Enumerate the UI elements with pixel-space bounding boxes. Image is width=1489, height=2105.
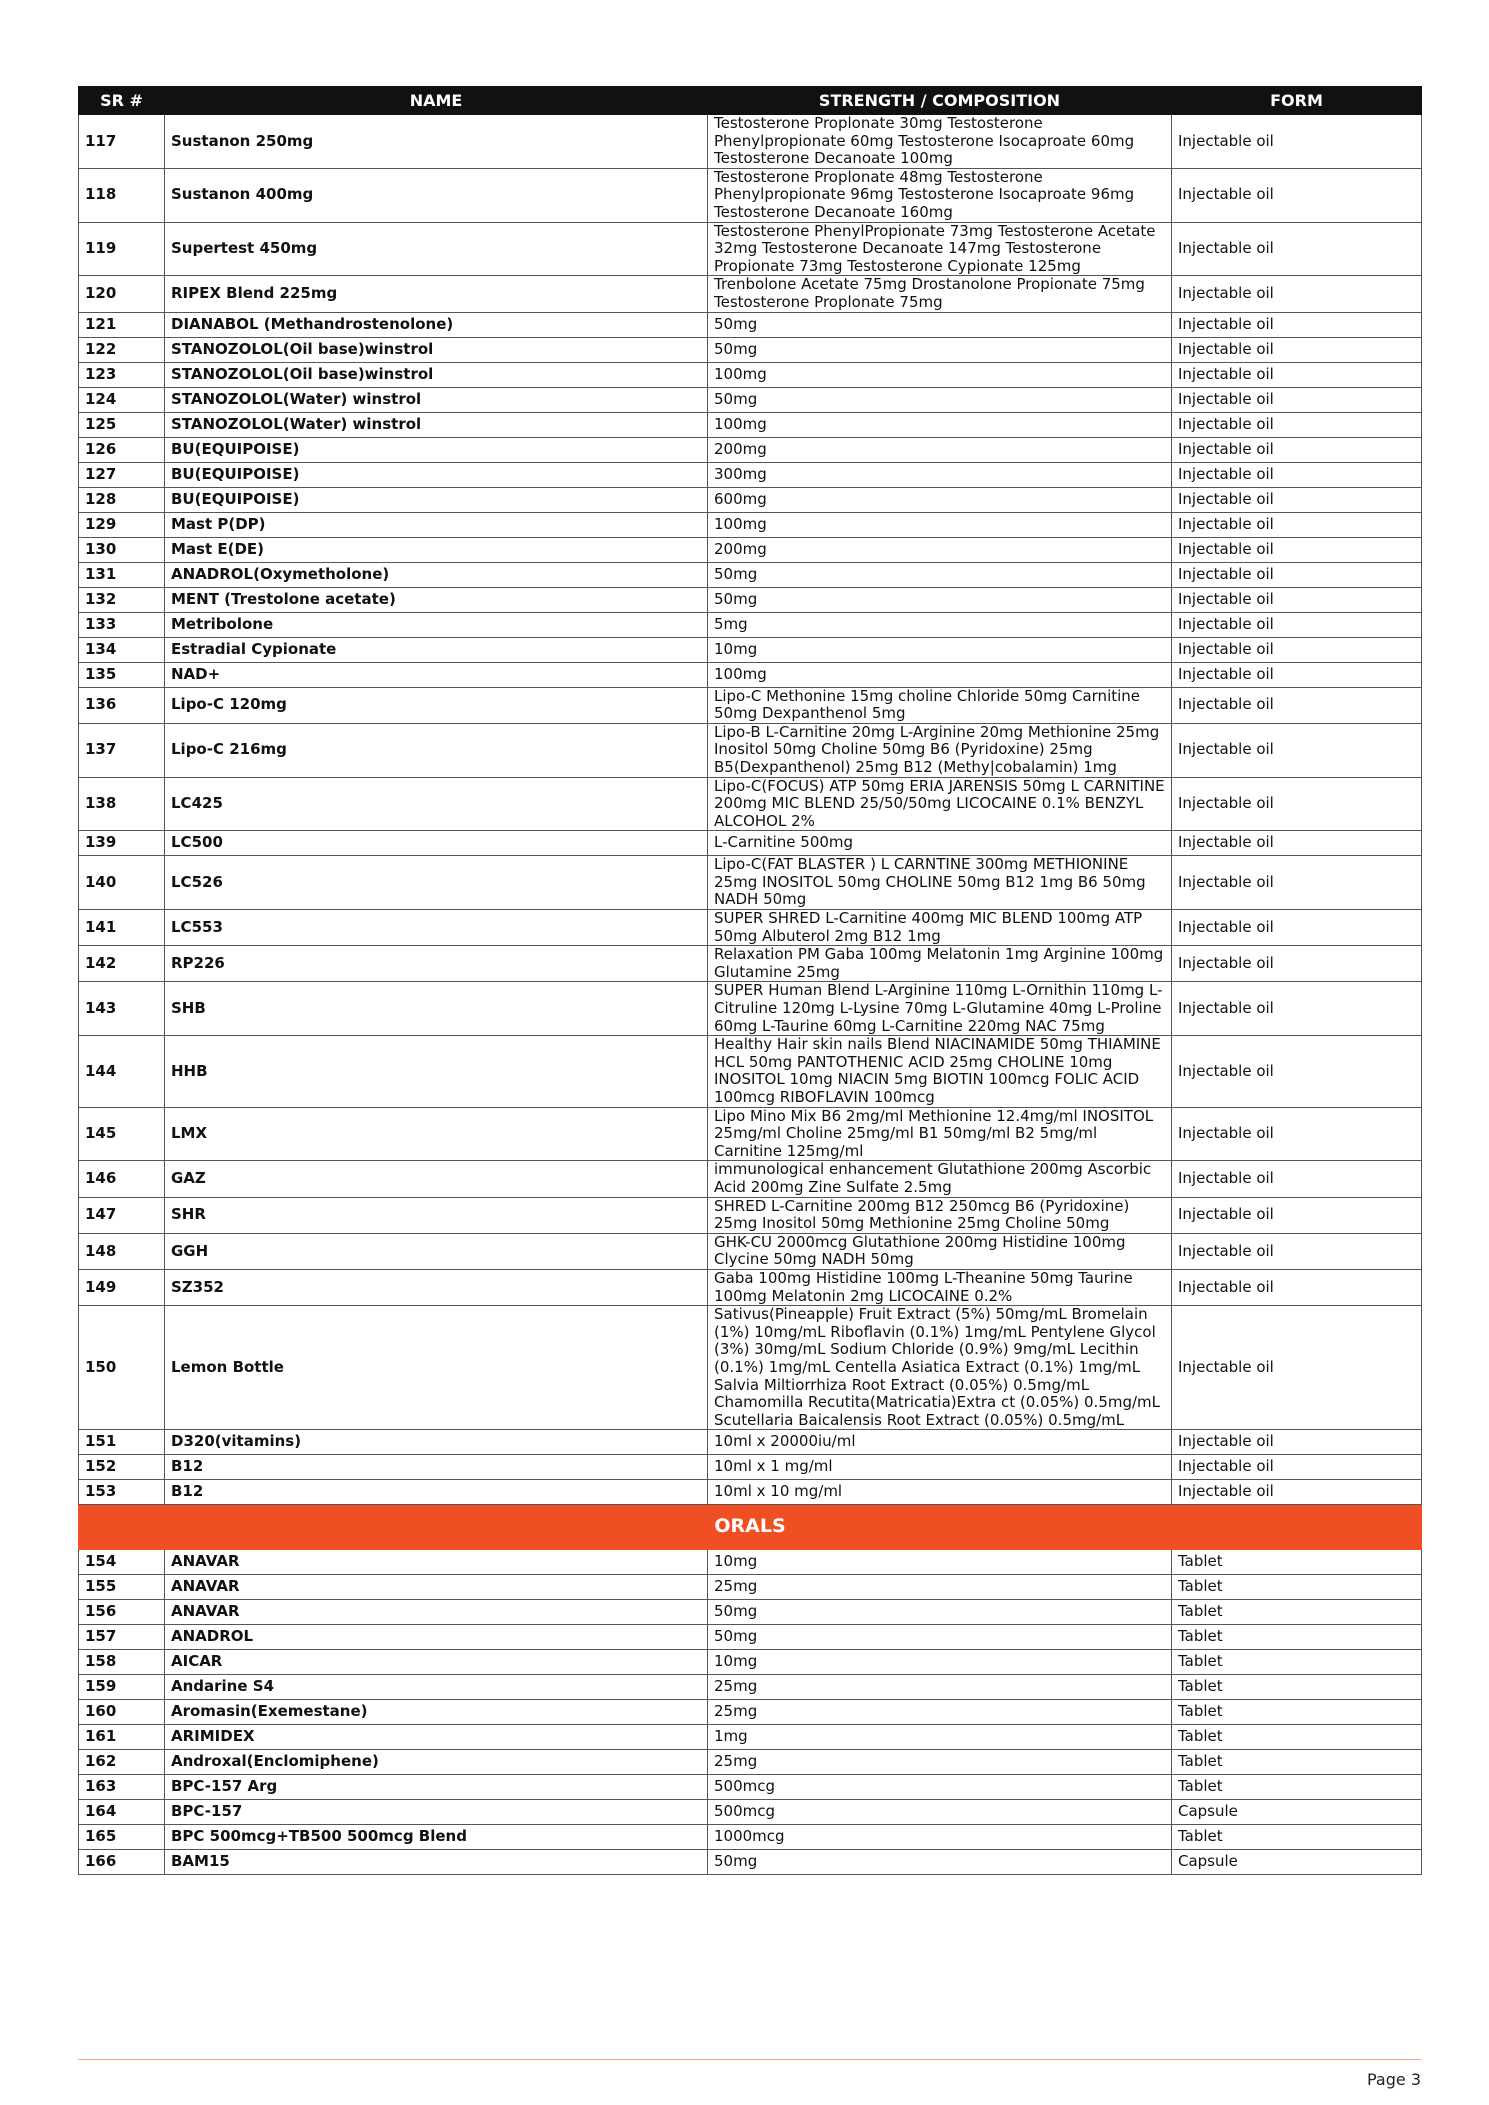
- sr-cell: 165: [79, 1825, 165, 1850]
- name-cell: Lemon Bottle: [165, 1306, 708, 1430]
- table-row: [79, 1455, 1422, 1480]
- form-cell: Injectable oil: [1172, 362, 1422, 387]
- name-cell: B12: [165, 1480, 708, 1505]
- sr-cell: 138: [79, 777, 165, 831]
- table-row: [79, 387, 1422, 412]
- sr-cell: 153: [79, 1480, 165, 1505]
- strength-cell: Testosterone Proplonate 48mg Testosterone Phenylpropionate 96mg Testosterone Isocaproate 96mg Testosterone Decanoate 160mg: [708, 168, 1172, 222]
- form-cell: Tablet: [1172, 1700, 1422, 1725]
- strength-cell: Lipo Mino Mix B6 2mg/ml Methionine 12.4mg/ml INOSITOL 25mg/ml Choline 25mg/ml B1 50mg/ml B2 5mg/ml Carnitine 125mg/ml: [708, 1107, 1172, 1161]
- table-row: [79, 276, 1422, 312]
- sr-cell: 124: [79, 387, 165, 412]
- form-cell: Injectable oil: [1172, 115, 1422, 169]
- table-row: [79, 537, 1422, 562]
- form-cell: Injectable oil: [1172, 982, 1422, 1036]
- sr-cell: 137: [79, 723, 165, 777]
- form-cell: Tablet: [1172, 1825, 1422, 1850]
- name-cell: ANAVAR: [165, 1550, 708, 1575]
- table-row: [79, 1306, 1422, 1430]
- name-cell: RP226: [165, 946, 708, 982]
- strength-cell: GHK-CU 2000mcg Glutathione 200mg Histidine 100mg Clycine 50mg NADH 50mg: [708, 1233, 1172, 1269]
- form-cell: Injectable oil: [1172, 168, 1422, 222]
- form-cell: Capsule: [1172, 1800, 1422, 1825]
- form-cell: Tablet: [1172, 1550, 1422, 1575]
- strength-cell: 50mg: [708, 562, 1172, 587]
- name-cell: Andarine S4: [165, 1675, 708, 1700]
- name-cell: STANOZOLOL(Oil base)winstrol: [165, 362, 708, 387]
- sr-cell: 160: [79, 1700, 165, 1725]
- sr-cell: 123: [79, 362, 165, 387]
- sr-cell: 151: [79, 1430, 165, 1455]
- table-row: [79, 910, 1422, 946]
- sr-cell: 164: [79, 1800, 165, 1825]
- form-cell: Injectable oil: [1172, 637, 1422, 662]
- table-row: [79, 587, 1422, 612]
- sr-cell: 134: [79, 637, 165, 662]
- strength-cell: 200mg: [708, 537, 1172, 562]
- header-sr: SR #: [79, 87, 165, 115]
- table-row: [79, 1036, 1422, 1107]
- sr-cell: 127: [79, 462, 165, 487]
- sr-cell: 144: [79, 1036, 165, 1107]
- form-cell: Injectable oil: [1172, 777, 1422, 831]
- form-cell: Injectable oil: [1172, 222, 1422, 276]
- table-header: [79, 87, 1422, 115]
- name-cell: B12: [165, 1455, 708, 1480]
- table-row: [79, 512, 1422, 537]
- strength-cell: 100mg: [708, 362, 1172, 387]
- table-row: [79, 1107, 1422, 1161]
- table-row: [79, 437, 1422, 462]
- sr-cell: 156: [79, 1600, 165, 1625]
- sr-cell: 140: [79, 856, 165, 910]
- sr-cell: 145: [79, 1107, 165, 1161]
- page-number: Page 3: [1367, 2070, 1421, 2089]
- strength-cell: 100mg: [708, 662, 1172, 687]
- form-cell: Injectable oil: [1172, 337, 1422, 362]
- strength-cell: SUPER Human Blend L-Arginine 110mg L-Ornithin 110mg L-Citruline 120mg L-Lysine 70mg L-Glutamine 40mg L-Proline 60mg L-Taurine 60mg L-Carnitine 220mg NAC 75mg: [708, 982, 1172, 1036]
- strength-cell: Trenbolone Acetate 75mg Drostanolone Propionate 75mg Testosterone Proplonate 75mg: [708, 276, 1172, 312]
- sr-cell: 121: [79, 312, 165, 337]
- name-cell: BPC-157: [165, 1800, 708, 1825]
- name-cell: Lipo-C 216mg: [165, 723, 708, 777]
- sr-cell: 118: [79, 168, 165, 222]
- injectables-body: [79, 115, 1422, 1505]
- form-cell: Injectable oil: [1172, 387, 1422, 412]
- name-cell: ANAVAR: [165, 1600, 708, 1625]
- form-cell: Injectable oil: [1172, 487, 1422, 512]
- form-cell: Injectable oil: [1172, 537, 1422, 562]
- sr-cell: 154: [79, 1550, 165, 1575]
- name-cell: Metribolone: [165, 612, 708, 637]
- form-cell: Injectable oil: [1172, 1197, 1422, 1233]
- strength-cell: 500mcg: [708, 1800, 1172, 1825]
- header-name: NAME: [165, 87, 708, 115]
- form-cell: Injectable oil: [1172, 1161, 1422, 1197]
- strength-cell: 200mg: [708, 437, 1172, 462]
- name-cell: Mast E(DE): [165, 537, 708, 562]
- strength-cell: Sativus(Pineapple) Fruit Extract (5%) 50mg/mL Bromelain (1%) 10mg/mL Riboflavin (0.1%) 1mg/mL Pentylene Glycol (3%) 30mg/mL Sodium Chloride (0.9%) 9mg/mL Lecithin (0.1%) 1mg/mL Centella Asiatica Extract (0.1%) 1mg/mL Salvia Miltiorrhiza Root Extract (0.05%) 0.5mg/mL Chamomilla Recutita(Matricatia)Extra ct (0.05%) 0.5mg/mL Scutellaria Baicalensis Root Extract (0.05%) 0.5mg/mL: [708, 1306, 1172, 1430]
- table-row: [79, 115, 1422, 169]
- name-cell: STANOZOLOL(Oil base)winstrol: [165, 337, 708, 362]
- name-cell: D320(vitamins): [165, 1430, 708, 1455]
- form-cell: Injectable oil: [1172, 687, 1422, 723]
- table-row: [79, 1430, 1422, 1455]
- form-cell: Tablet: [1172, 1600, 1422, 1625]
- sr-cell: 163: [79, 1775, 165, 1800]
- sr-cell: 147: [79, 1197, 165, 1233]
- name-cell: LC526: [165, 856, 708, 910]
- sr-cell: 133: [79, 612, 165, 637]
- form-cell: Injectable oil: [1172, 1036, 1422, 1107]
- product-table: [78, 86, 1422, 1875]
- strength-cell: Lipo-C Methonine 15mg choline Chloride 50mg Carnitine 50mg Dexpanthenol 5mg: [708, 687, 1172, 723]
- name-cell: LC553: [165, 910, 708, 946]
- strength-cell: 10mg: [708, 1650, 1172, 1675]
- strength-cell: Testosterone PhenylPropionate 73mg Testosterone Acetate 32mg Testosterone Decanoate 147mg Testosterone Propionate 73mg Testosterone Cypionate 125mg: [708, 222, 1172, 276]
- table-row: [79, 1575, 1422, 1600]
- orals-section: [79, 1505, 1422, 1550]
- name-cell: DIANABOL (Methandrostenolone): [165, 312, 708, 337]
- table-row: [79, 337, 1422, 362]
- sr-cell: 141: [79, 910, 165, 946]
- name-cell: SHR: [165, 1197, 708, 1233]
- sr-cell: 130: [79, 537, 165, 562]
- name-cell: MENT (Trestolone acetate): [165, 587, 708, 612]
- sr-cell: 135: [79, 662, 165, 687]
- table-row: [79, 412, 1422, 437]
- sr-cell: 120: [79, 276, 165, 312]
- sr-cell: 166: [79, 1850, 165, 1875]
- form-cell: Injectable oil: [1172, 512, 1422, 537]
- sr-cell: 155: [79, 1575, 165, 1600]
- form-cell: Injectable oil: [1172, 612, 1422, 637]
- strength-cell: Lipo-C(FOCUS) ATP 50mg ERIA JARENSIS 50mg L CARNITINE 200mg MIC BLEND 25/50/50mg LICOCAINE 0.1% BENZYL ALCOHOL 2%: [708, 777, 1172, 831]
- strength-cell: 50mg: [708, 312, 1172, 337]
- sr-cell: 158: [79, 1650, 165, 1675]
- table-row: [79, 1675, 1422, 1700]
- table-row: [79, 1850, 1422, 1875]
- form-cell: Injectable oil: [1172, 1480, 1422, 1505]
- sr-cell: 161: [79, 1725, 165, 1750]
- table-row: [79, 362, 1422, 387]
- name-cell: BU(EQUIPOISE): [165, 462, 708, 487]
- table-row: [79, 831, 1422, 856]
- name-cell: AICAR: [165, 1650, 708, 1675]
- strength-cell: 25mg: [708, 1675, 1172, 1700]
- name-cell: Supertest 450mg: [165, 222, 708, 276]
- strength-cell: 500mcg: [708, 1775, 1172, 1800]
- table-row: [79, 687, 1422, 723]
- table-row: [79, 462, 1422, 487]
- form-cell: Injectable oil: [1172, 1306, 1422, 1430]
- sr-cell: 119: [79, 222, 165, 276]
- name-cell: Lipo-C 120mg: [165, 687, 708, 723]
- sr-cell: 159: [79, 1675, 165, 1700]
- form-cell: Tablet: [1172, 1675, 1422, 1700]
- table-row: [79, 946, 1422, 982]
- strength-cell: Testosterone Proplonate 30mg Testosterone Phenylpropionate 60mg Testosterone Isocaproate 60mg Testosterone Decanoate 100mg: [708, 115, 1172, 169]
- table-row: [79, 1480, 1422, 1505]
- form-cell: Injectable oil: [1172, 587, 1422, 612]
- form-cell: Tablet: [1172, 1575, 1422, 1600]
- name-cell: ANADROL(Oxymetholone): [165, 562, 708, 587]
- strength-cell: immunological enhancement Glutathione 200mg Ascorbic Acid 200mg Zine Sulfate 2.5mg: [708, 1161, 1172, 1197]
- sr-cell: 126: [79, 437, 165, 462]
- table-row: [79, 637, 1422, 662]
- sr-cell: 122: [79, 337, 165, 362]
- form-cell: Tablet: [1172, 1750, 1422, 1775]
- strength-cell: 50mg: [708, 587, 1172, 612]
- strength-cell: 10ml x 10 mg/ml: [708, 1480, 1172, 1505]
- table-row: [79, 1233, 1422, 1269]
- form-cell: Injectable oil: [1172, 562, 1422, 587]
- strength-cell: 10ml x 1 mg/ml: [708, 1455, 1172, 1480]
- name-cell: LC425: [165, 777, 708, 831]
- table-row: [79, 612, 1422, 637]
- strength-cell: 100mg: [708, 412, 1172, 437]
- table-row: [79, 487, 1422, 512]
- name-cell: BU(EQUIPOISE): [165, 487, 708, 512]
- sr-cell: 162: [79, 1750, 165, 1775]
- table-row: [79, 312, 1422, 337]
- form-cell: Injectable oil: [1172, 1455, 1422, 1480]
- strength-cell: 25mg: [708, 1700, 1172, 1725]
- sr-cell: 131: [79, 562, 165, 587]
- table-row: [79, 1800, 1422, 1825]
- name-cell: Androxal(Enclomiphene): [165, 1750, 708, 1775]
- form-cell: Injectable oil: [1172, 276, 1422, 312]
- sr-cell: 142: [79, 946, 165, 982]
- sr-cell: 136: [79, 687, 165, 723]
- name-cell: BU(EQUIPOISE): [165, 437, 708, 462]
- strength-cell: Gaba 100mg Histidine 100mg L-Theanine 50mg Taurine 100mg Melatonin 2mg LICOCAINE 0.2%: [708, 1269, 1172, 1305]
- table-row: [79, 1725, 1422, 1750]
- header-strength: STRENGTH / COMPOSITION: [708, 87, 1172, 115]
- form-cell: Injectable oil: [1172, 856, 1422, 910]
- name-cell: GAZ: [165, 1161, 708, 1197]
- name-cell: STANOZOLOL(Water) winstrol: [165, 387, 708, 412]
- form-cell: Tablet: [1172, 1650, 1422, 1675]
- table-row: [79, 1825, 1422, 1850]
- name-cell: Estradial Cypionate: [165, 637, 708, 662]
- table-row: [79, 1700, 1422, 1725]
- table-row: [79, 662, 1422, 687]
- form-cell: Injectable oil: [1172, 1269, 1422, 1305]
- name-cell: BPC 500mcg+TB500 500mcg Blend: [165, 1825, 708, 1850]
- strength-cell: 5mg: [708, 612, 1172, 637]
- name-cell: Mast P(DP): [165, 512, 708, 537]
- strength-cell: Healthy Hair skin nails Blend NIACINAMIDE 50mg THIAMINE HCL 50mg PANTOTHENIC ACID 25mg CHOLINE 10mg INOSITOL 10mg NIACIN 5mg BIOTIN 100mcg FOLIC ACID 100mcg RIBOFLAVIN 100mcg: [708, 1036, 1172, 1107]
- table-row: [79, 1269, 1422, 1305]
- table-row: [79, 982, 1422, 1036]
- name-cell: BPC-157 Arg: [165, 1775, 708, 1800]
- sr-cell: 146: [79, 1161, 165, 1197]
- sr-cell: 128: [79, 487, 165, 512]
- strength-cell: 1000mcg: [708, 1825, 1172, 1850]
- name-cell: Sustanon 400mg: [165, 168, 708, 222]
- sr-cell: 139: [79, 831, 165, 856]
- form-cell: Tablet: [1172, 1725, 1422, 1750]
- strength-cell: 10mg: [708, 1550, 1172, 1575]
- form-cell: Injectable oil: [1172, 946, 1422, 982]
- table-row: [79, 1625, 1422, 1650]
- table-row: [79, 1775, 1422, 1800]
- name-cell: LC500: [165, 831, 708, 856]
- sr-cell: 148: [79, 1233, 165, 1269]
- sr-cell: 117: [79, 115, 165, 169]
- form-cell: Injectable oil: [1172, 412, 1422, 437]
- table-row: [79, 723, 1422, 777]
- strength-cell: 300mg: [708, 462, 1172, 487]
- sr-cell: 125: [79, 412, 165, 437]
- form-cell: Injectable oil: [1172, 437, 1422, 462]
- name-cell: RIPEX Blend 225mg: [165, 276, 708, 312]
- form-cell: Injectable oil: [1172, 831, 1422, 856]
- sr-cell: 129: [79, 512, 165, 537]
- table-row: [79, 1550, 1422, 1575]
- form-cell: Injectable oil: [1172, 723, 1422, 777]
- strength-cell: Lipo-C(FAT BLASTER ) L CARNTINE 300mg METHIONINE 25mg INOSITOL 50mg CHOLINE 50mg B12 1mg B6 50mg NADH 50mg: [708, 856, 1172, 910]
- strength-cell: 50mg: [708, 387, 1172, 412]
- table-row: [79, 1197, 1422, 1233]
- strength-cell: 10mg: [708, 637, 1172, 662]
- strength-cell: Relaxation PM Gaba 100mg Melatonin 1mg Arginine 100mg Glutamine 25mg: [708, 946, 1172, 982]
- sr-cell: 132: [79, 587, 165, 612]
- strength-cell: 25mg: [708, 1575, 1172, 1600]
- table-row: [79, 1161, 1422, 1197]
- name-cell: STANOZOLOL(Water) winstrol: [165, 412, 708, 437]
- name-cell: BAM15: [165, 1850, 708, 1875]
- strength-cell: SHRED L-Carnitine 200mg B12 250mcg B6 (Pyridoxine) 25mg Inositol 50mg Methionine 25mg Choline 50mg: [708, 1197, 1172, 1233]
- sr-cell: 149: [79, 1269, 165, 1305]
- name-cell: GGH: [165, 1233, 708, 1269]
- table-row: [79, 168, 1422, 222]
- sr-cell: 143: [79, 982, 165, 1036]
- form-cell: Injectable oil: [1172, 1107, 1422, 1161]
- strength-cell: SUPER SHRED L-Carnitine 400mg MIC BLEND 100mg ATP 50mg Albuterol 2mg B12 1mg: [708, 910, 1172, 946]
- form-cell: Injectable oil: [1172, 312, 1422, 337]
- name-cell: SZ352: [165, 1269, 708, 1305]
- table-row: [79, 777, 1422, 831]
- form-cell: Injectable oil: [1172, 1233, 1422, 1269]
- section-title-orals: ORALS: [79, 1505, 1422, 1550]
- name-cell: ARIMIDEX: [165, 1725, 708, 1750]
- table-row: [79, 1650, 1422, 1675]
- strength-cell: 50mg: [708, 337, 1172, 362]
- table-row: [79, 1750, 1422, 1775]
- sr-cell: 152: [79, 1455, 165, 1480]
- footer-divider: [78, 2059, 1421, 2060]
- form-cell: Injectable oil: [1172, 910, 1422, 946]
- form-cell: Injectable oil: [1172, 1430, 1422, 1455]
- name-cell: Aromasin(Exemestane): [165, 1700, 708, 1725]
- form-cell: Injectable oil: [1172, 462, 1422, 487]
- strength-cell: L-Carnitine 500mg: [708, 831, 1172, 856]
- strength-cell: 10ml x 20000iu/ml: [708, 1430, 1172, 1455]
- table-row: [79, 222, 1422, 276]
- name-cell: ANAVAR: [165, 1575, 708, 1600]
- name-cell: NAD+: [165, 662, 708, 687]
- form-cell: Tablet: [1172, 1625, 1422, 1650]
- strength-cell: 25mg: [708, 1750, 1172, 1775]
- name-cell: LMX: [165, 1107, 708, 1161]
- sr-cell: 157: [79, 1625, 165, 1650]
- name-cell: ANADROL: [165, 1625, 708, 1650]
- strength-cell: Lipo-B L-Carnitine 20mg L-Arginine 20mg Methionine 25mg Inositol 50mg Choline 50mg B6 (Pyridoxine) 25mg B5(Dexpanthenol) 25mg B12 (Methy|cobalamin) 1mg: [708, 723, 1172, 777]
- header-form: FORM: [1172, 87, 1422, 115]
- table-row: [79, 856, 1422, 910]
- table-row: [79, 1600, 1422, 1625]
- form-cell: Capsule: [1172, 1850, 1422, 1875]
- name-cell: SHB: [165, 982, 708, 1036]
- strength-cell: 50mg: [708, 1600, 1172, 1625]
- form-cell: Tablet: [1172, 1775, 1422, 1800]
- strength-cell: 1mg: [708, 1725, 1172, 1750]
- strength-cell: 50mg: [708, 1850, 1172, 1875]
- orals-body: [79, 1550, 1422, 1875]
- strength-cell: 100mg: [708, 512, 1172, 537]
- strength-cell: 50mg: [708, 1625, 1172, 1650]
- strength-cell: 600mg: [708, 487, 1172, 512]
- name-cell: HHB: [165, 1036, 708, 1107]
- form-cell: Injectable oil: [1172, 662, 1422, 687]
- name-cell: Sustanon 250mg: [165, 115, 708, 169]
- table-row: [79, 562, 1422, 587]
- sr-cell: 150: [79, 1306, 165, 1430]
